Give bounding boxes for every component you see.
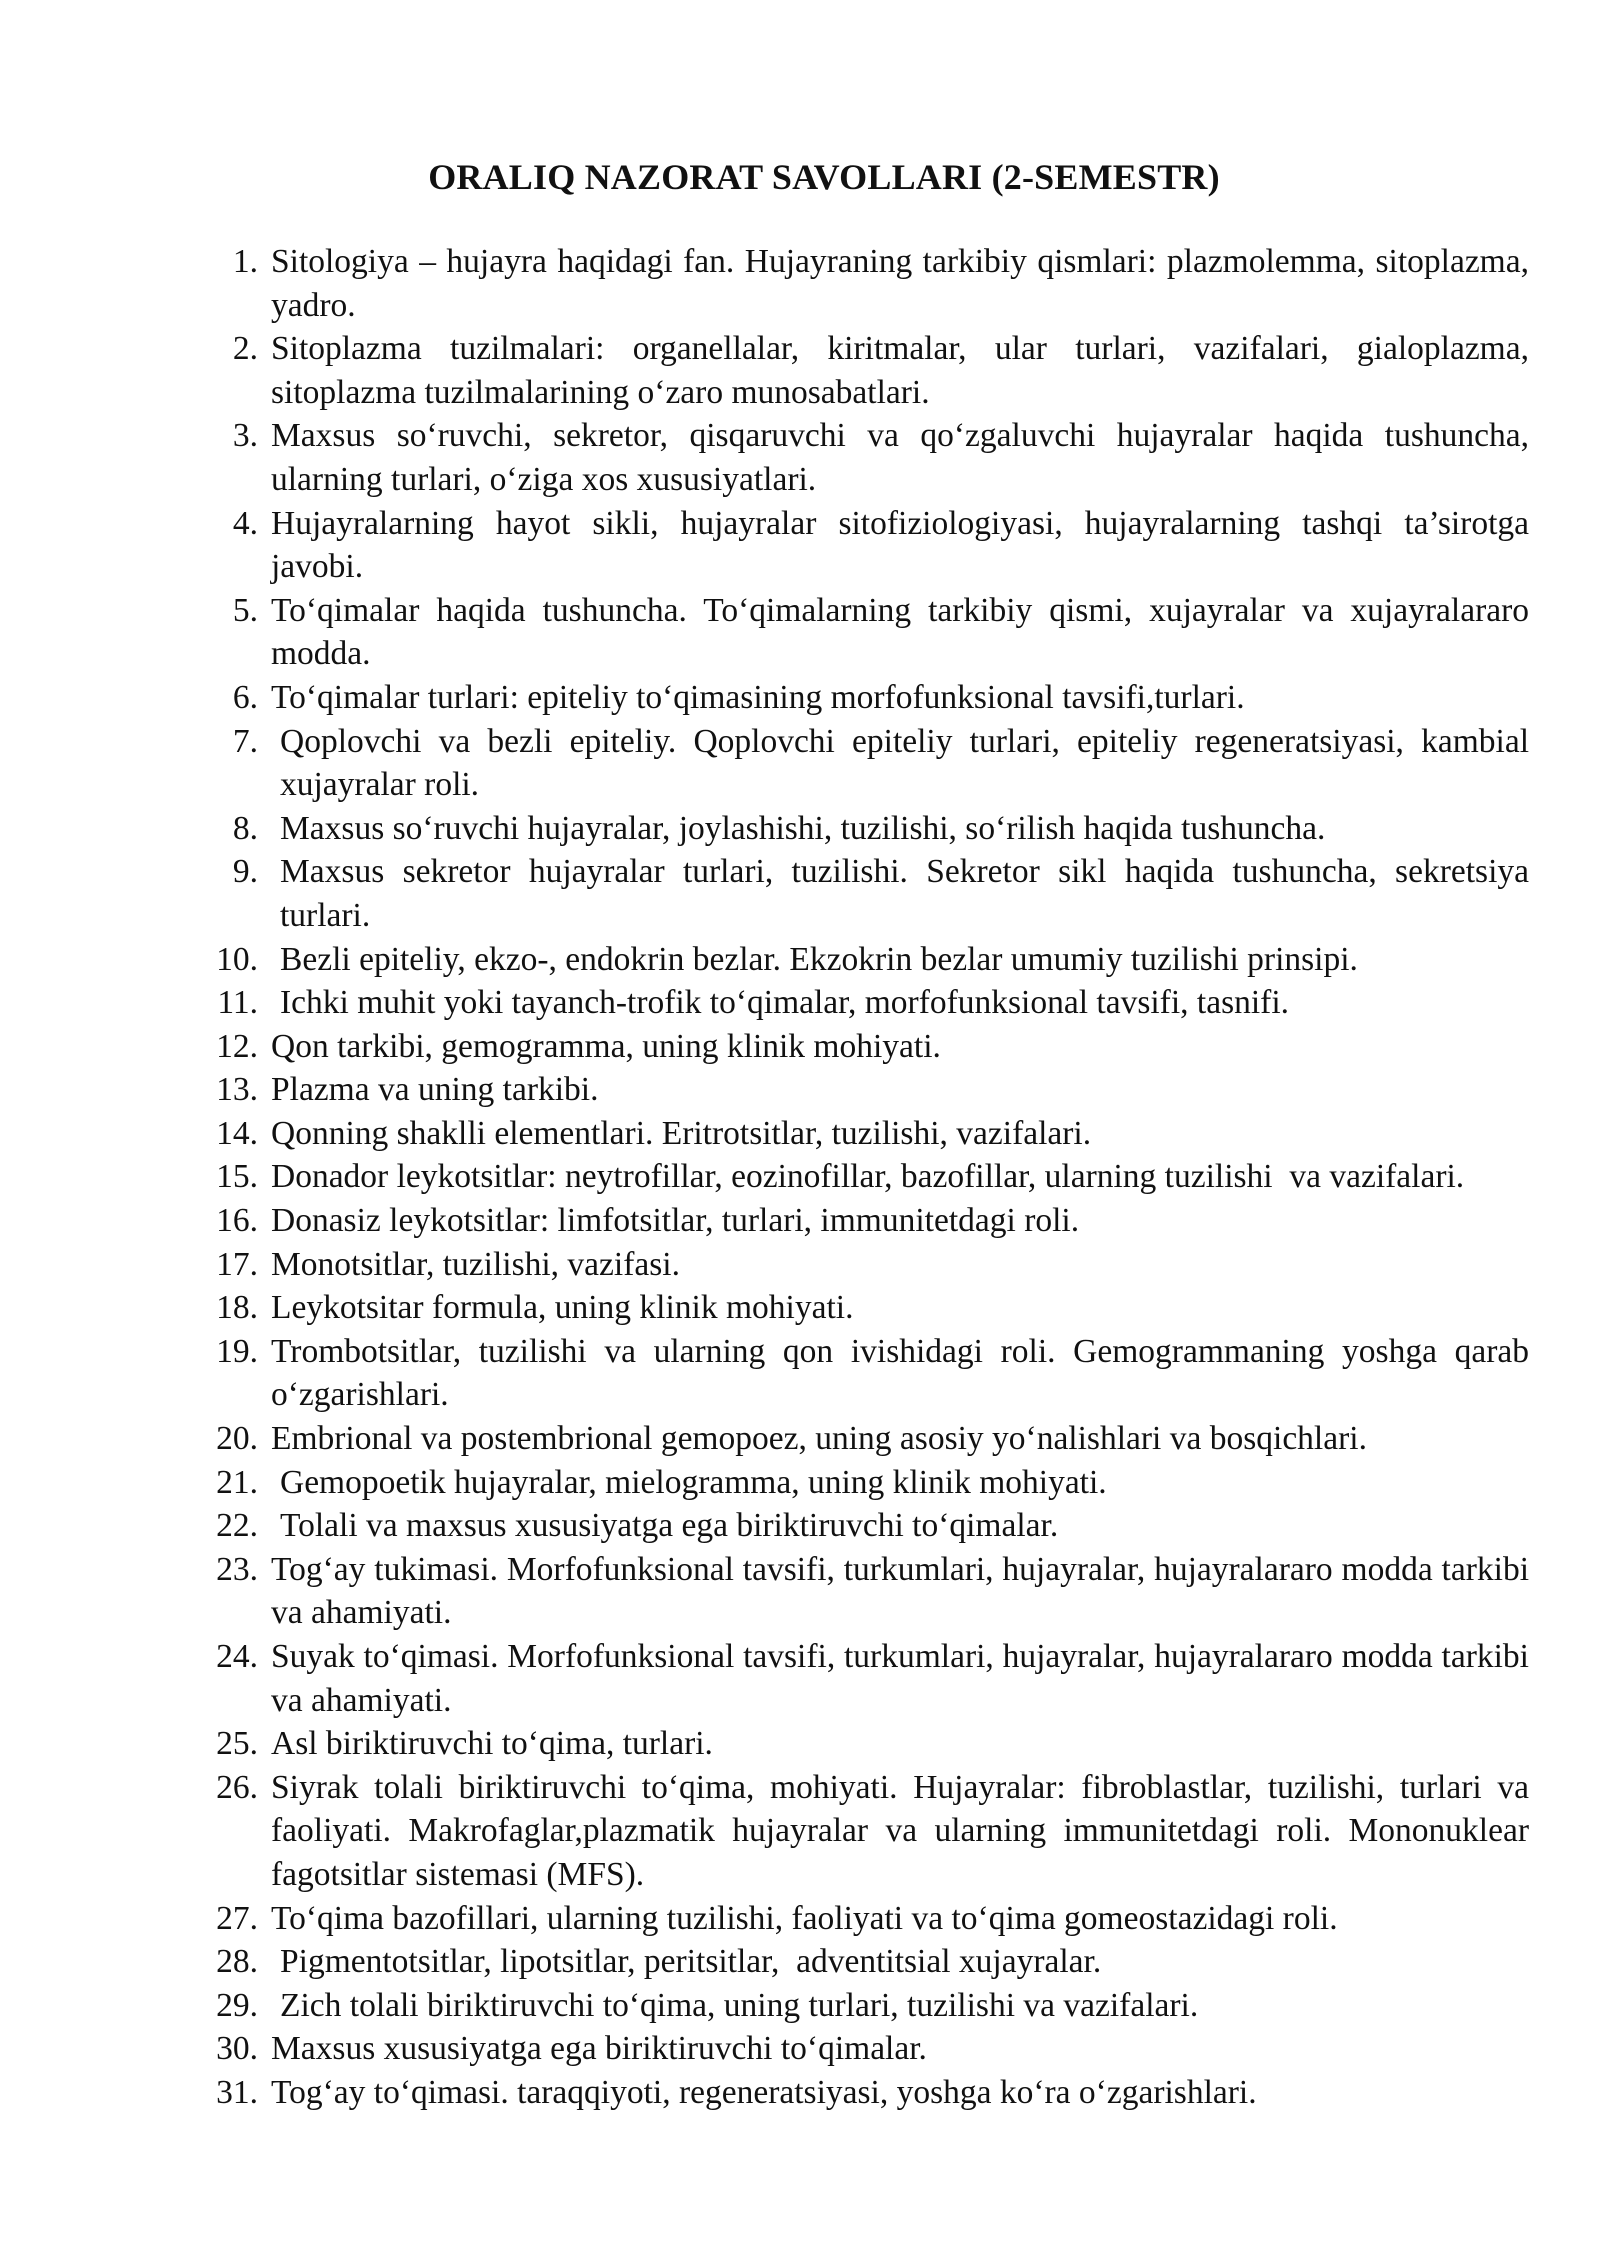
question-text: Zich tolali biriktiruvchi to‘qima, uning turlari, tuzilishi va vazifalari.	[280, 1986, 1199, 2024]
question-item	[212, 1722, 1529, 1766]
question-item	[212, 1940, 1529, 1984]
question-item	[212, 1330, 1538, 1417]
question-number: 17.	[216, 1245, 258, 1283]
question-number: 24.	[216, 1638, 258, 1675]
question-text: Qoplovchi va bezli epiteliy. Qoplovchi epiteliy turlari, epiteliy regeneratsiyasi, kambial xujayralar roli.	[280, 722, 1538, 804]
question-number: 4.	[232, 504, 258, 542]
question-number: 15.	[216, 1158, 258, 1196]
question-item	[212, 1068, 1529, 1112]
question-text: Donador leykotsitlar: neytrofillar, eozinofillar, bazofillar, ularning tuzilishi va vazifalari.	[271, 1158, 1465, 1196]
question-number: 29.	[216, 1986, 258, 2024]
question-item	[212, 1286, 1529, 1330]
question-text: To‘qimalar turlari: epiteliy to‘qimasining morfofunksional tavsifi,turlari.	[271, 678, 1245, 716]
question-text: Tog‘ay tukimasi. Morfofunksional tavsifi, turkumlari, hujayralar, hujayralararo modda tarkibi va ahamiyati.	[271, 1550, 1538, 1632]
question-item	[212, 327, 1538, 414]
question-number: 28.	[216, 1943, 258, 1981]
question-item	[212, 1766, 1538, 1897]
question-text: Ichki muhit yoki tayanch-trofik to‘qimalar, morfofunksional tavsifi, tasnifi.	[280, 984, 1290, 1022]
question-number: 10.	[216, 940, 258, 978]
question-item	[212, 414, 1538, 501]
question-text: Gemopoetik hujayralar, mielogramma, uning klinik mohiyati.	[280, 1463, 1107, 1501]
question-text: Maxsus so‘ruvchi, sekretor, qisqaruvchi va qo‘zgaluvchi hujayralar haqida tushuncha, ularning turlari, o‘ziga xos xususiyatlari.	[271, 417, 1538, 498]
question-text: Siyrak tolali biriktiruvchi to‘qima, mohiyati. Hujayralar: fibroblastlar, tuzilishi, turlari va faoliyati. Makrofaglar,plazmatik hujayralar va ularning immunitetdagi roli. Mononuklear fagotsitlar sistemasi (MFS).	[271, 1768, 1538, 1893]
question-text: To‘qimalar haqida tushuncha. To‘qimalarning tarkibiy qismi, xujayralar va xujayralararo modda.	[271, 591, 1538, 673]
question-number: 8.	[232, 809, 258, 847]
question-number: 27.	[216, 1899, 258, 1937]
question-text: Maxsus so‘ruvchi hujayralar, joylashishi, tuzilishi, so‘rilish haqida tushuncha.	[280, 809, 1326, 847]
document-title: ORALIQ NAZORAT SAVOLLARI (2-SEMESTR)	[428, 157, 1220, 197]
question-item	[212, 2071, 1529, 2115]
question-text: Asl biriktiruvchi to‘qima, turlari.	[271, 1725, 713, 1763]
question-text: Plazma va uning tarkibi.	[271, 1071, 599, 1109]
question-number: 7.	[232, 722, 258, 760]
question-item	[212, 1243, 1529, 1287]
question-item	[212, 1548, 1538, 1635]
question-text: To‘qima bazofillari, ularning tuzilishi, faoliyati va to‘qima gomeostazidagi roli.	[271, 1899, 1338, 1937]
question-text: Donasiz leykotsitlar: limfotsitlar, turlari, immunitetdagi roli.	[271, 1202, 1080, 1240]
question-text: Sitoplazma tuzilmalari: organellalar, kiritmalar, ular turlari, vazifalari, gialoplazma, sitoplazma tuzilmalarining o‘zaro munosabatlari.	[271, 330, 1538, 411]
question-number: 31.	[216, 2073, 258, 2111]
question-number: 23.	[216, 1550, 258, 1588]
question-number: 30.	[216, 2030, 258, 2068]
question-item	[212, 1199, 1529, 1243]
question-number: 2.	[232, 330, 258, 368]
question-item	[212, 850, 1538, 937]
question-text: Tog‘ay to‘qimasi. taraqqiyoti, regeneratsiyasi, yoshga ko‘ra o‘zgarishlari.	[271, 2073, 1257, 2111]
question-item	[212, 1504, 1529, 1548]
question-item	[212, 1417, 1529, 1461]
question-number: 1.	[232, 243, 258, 280]
question-text: Maxsus sekretor hujayralar turlari, tuzilishi. Sekretor sikl haqida tushuncha, sekretsiya turlari.	[280, 853, 1538, 934]
question-number: 6.	[232, 678, 258, 716]
question-item	[212, 676, 1529, 720]
question-item	[212, 2027, 1529, 2071]
question-number: 13.	[216, 1071, 258, 1109]
question-list	[212, 240, 1538, 2115]
question-number: 21.	[216, 1463, 258, 1501]
question-text: Sitologiya – hujayra haqidagi fan. Hujayraning tarkibiy qismlari: plazmolemma, sitoplazma, yadro.	[271, 243, 1538, 324]
question-text: Monotsitlar, tuzilishi, vazifasi.	[271, 1245, 680, 1283]
question-text: Trombotsitlar, tuzilishi va ularning qon ivishidagi roli. Gemogrammaning yoshga qarab o‘zgarishlari.	[271, 1332, 1538, 1414]
question-text: Bezli epiteliy, ekzo-, endokrin bezlar. Ekzokrin bezlar umumiy tuzilishi prinsipi.	[280, 940, 1358, 978]
question-text: Tolali va maxsus xususiyatga ega biriktiruvchi to‘qimalar.	[280, 1507, 1059, 1545]
question-item	[212, 1984, 1529, 2028]
question-item	[212, 589, 1538, 676]
question-number: 14.	[216, 1114, 258, 1152]
question-item	[212, 938, 1529, 982]
question-number: 26.	[216, 1768, 258, 1806]
question-item	[212, 981, 1529, 1025]
question-number: 22.	[216, 1507, 258, 1545]
question-number: 11.	[217, 984, 258, 1022]
question-text: Qonning shaklli elementlari. Eritrotsitlar, tuzilishi, vazifalari.	[271, 1114, 1092, 1152]
question-item	[212, 1897, 1529, 1941]
question-item	[212, 807, 1529, 851]
question-text: Qon tarkibi, gemogramma, uning klinik mohiyati.	[271, 1027, 941, 1065]
question-text: Maxsus xususiyatga ega biriktiruvchi to‘qimalar.	[271, 2030, 927, 2068]
question-number: 5.	[232, 591, 258, 629]
question-number: 19.	[216, 1332, 258, 1370]
question-text: Leykotsitar formula, uning klinik mohiyati.	[271, 1289, 854, 1327]
question-item	[212, 1155, 1529, 1199]
question-item	[212, 240, 1538, 327]
question-item	[212, 1635, 1538, 1722]
question-item	[212, 1025, 1529, 1069]
question-number: 18.	[216, 1289, 258, 1327]
question-item	[212, 720, 1538, 807]
question-text: Pigmentotsitlar, lipotsitlar, peritsitlar, adventitsial xujayralar.	[280, 1943, 1102, 1981]
question-number: 3.	[232, 417, 258, 455]
question-text: Suyak to‘qimasi. Morfofunksional tavsifi, turkumlari, hujayralar, hujayralararo modda tarkibi va ahamiyati.	[271, 1638, 1538, 1719]
question-text: Embrional va postembrional gemopoez, uning asosiy yo‘nalishlari va bosqichlari.	[271, 1420, 1367, 1458]
question-number: 9.	[232, 853, 258, 891]
question-item	[212, 1112, 1529, 1156]
question-number: 25.	[216, 1725, 258, 1763]
question-item	[212, 502, 1538, 589]
question-number: 12.	[216, 1027, 258, 1065]
question-number: 16.	[216, 1202, 258, 1240]
question-item	[212, 1461, 1529, 1505]
question-number: 20.	[216, 1420, 258, 1458]
question-text: Hujayralarning hayot sikli, hujayralar sitofiziologiyasi, hujayralarning tashqi ta’sirotga javobi.	[271, 504, 1538, 586]
